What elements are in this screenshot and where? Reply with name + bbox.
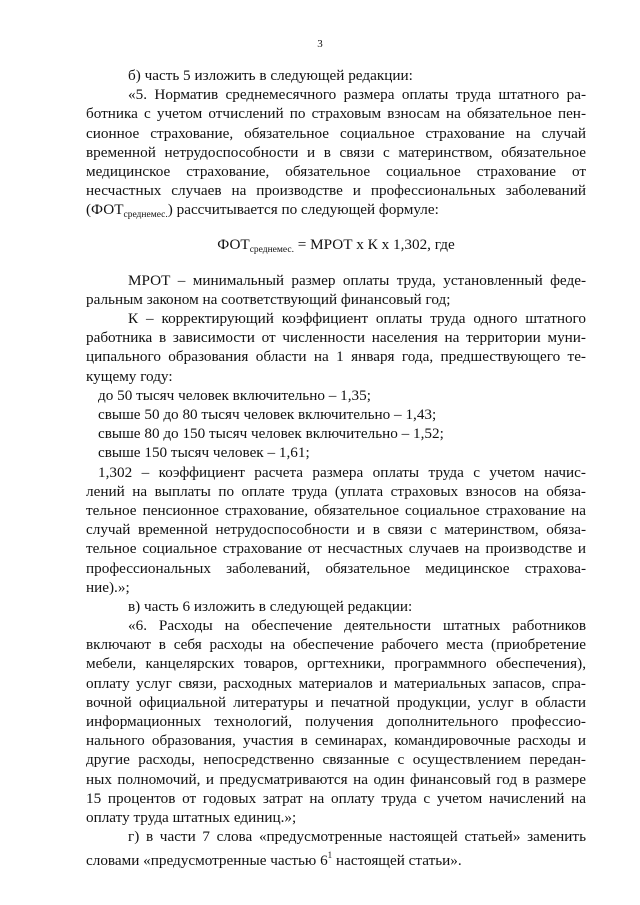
formula — [86, 235, 586, 254]
text-line: работника в зависимости от численности населения на территории муни- — [86, 329, 586, 347]
final-line — [86, 846, 586, 870]
text-line: г) в части 7 слова «предусмотренные настоящей статьей» заменить — [128, 828, 586, 846]
formula-subscript: среднемес. — [249, 244, 294, 255]
text-line: «6. Расходы на обеспечение деятельности штатных работников — [128, 617, 586, 635]
text-line: вочной официальной литературы и печатной продукции, услуг в области — [86, 693, 586, 711]
text-line: мебели, канцелярских товаров, оргтехники, программного обеспечения), — [86, 655, 586, 673]
text-line: нального образования, участия в семинарах, командировочные расходы и — [86, 732, 586, 750]
text-line: 15 процентов от годовых затрат на оплату труда с учетом начислений на — [86, 789, 586, 807]
document-body — [86, 66, 586, 870]
text-line: кущему году: — [86, 367, 173, 385]
text-line: другие расходы, непосредственно связанные с осуществлением передан- — [86, 751, 586, 769]
text-line: свыше 50 до 80 тысяч человек включительно – 1,43; — [98, 406, 437, 423]
fot-prefix: (ФОТ — [86, 201, 124, 219]
text-line: информационных технологий, получения дополнительного профессио- — [86, 713, 586, 730]
text-line: «5. Норматив среднемесячного размера оплаты труда штатного ра- — [128, 86, 586, 104]
text-line: до 50 тысяч человек включительно – 1,35; — [98, 386, 371, 404]
text-line: медицинское страхование, обязательное социальное страхование от — [86, 162, 586, 180]
text-line: свыше 150 тысяч человек – 1,61; — [98, 444, 310, 462]
text-line: несчастных случаев на производстве и профессиональных заболеваний — [86, 182, 586, 200]
fot-suffix: ) рассчитывается по следующей формуле: — [167, 201, 439, 219]
text-line: случай временной нетрудоспособности и в связи с материнством, обяза- — [86, 521, 586, 539]
text-line: ных полномочий, и предусматриваются на один финансовый год в размере — [86, 770, 586, 788]
text-line: К – корректирующий коэффициент оплаты труда одного штатного — [128, 310, 586, 328]
page-number: 3 — [317, 38, 323, 50]
fot-formula-intro-line — [86, 200, 586, 219]
text-line: ципального образования области на 1 января года, предшествующего те- — [86, 348, 586, 366]
text-line: оплату услуг связи, расходных материалов и материальных запасов, спра- — [86, 674, 586, 692]
amendment-b-text — [86, 66, 586, 200]
text-line: сионное страхование, обязательное социальное страхование на случай — [86, 124, 586, 142]
text-line: ральным законом на соответствующий финансовый год; — [86, 290, 451, 308]
formula-suffix: = МРОТ х К х 1,302, где — [293, 235, 455, 253]
text-line: ботника с учетом отчислений по страховым взносам на обязательное пен- — [86, 105, 586, 123]
final-superscript: 1 — [327, 850, 333, 861]
final-suffix: настоящей статьи». — [332, 852, 462, 870]
text-line: оплату труда штатных единиц.»; — [86, 808, 297, 826]
text-line: тельное пенсионное страхование, обязательное социальное страхование на — [86, 501, 586, 519]
text-line: МРОТ – минимальный размер оплаты труда, установленный феде- — [128, 271, 586, 289]
text-line: временной нетрудоспособности и в связи с материнством, обязательное — [86, 143, 586, 161]
definitions-and-amendments-text — [86, 271, 586, 847]
text-line: в) часть 6 изложить в следующей редакции: — [128, 597, 413, 615]
fot-subscript: среднемес. — [123, 210, 168, 221]
text-line: свыше 80 до 150 тысяч человек включительно – 1,52; — [98, 425, 444, 443]
text-line: включают в себя расходы на обеспечение рабочего места (приобретение — [86, 636, 586, 654]
text-line: 1,302 – коэффициент расчета размера оплаты труда с учетом начис- — [98, 463, 586, 481]
text-line: ние).»; — [86, 578, 130, 596]
formula-prefix: ФОТ — [217, 235, 250, 253]
text-line: профессиональных заболеваний, обязательное медицинское страхова- — [86, 559, 586, 577]
final-prefix: словами «предусмотренные частью 6 — [86, 852, 328, 870]
text-line: тельное социальное страхование от несчастных случаев на производстве и — [86, 540, 586, 558]
text-line: б) часть 5 изложить в следующей редакции: — [128, 67, 413, 84]
text-line: лений на выплаты по оплате труда (уплата страховых взносов на обяза- — [86, 482, 586, 500]
